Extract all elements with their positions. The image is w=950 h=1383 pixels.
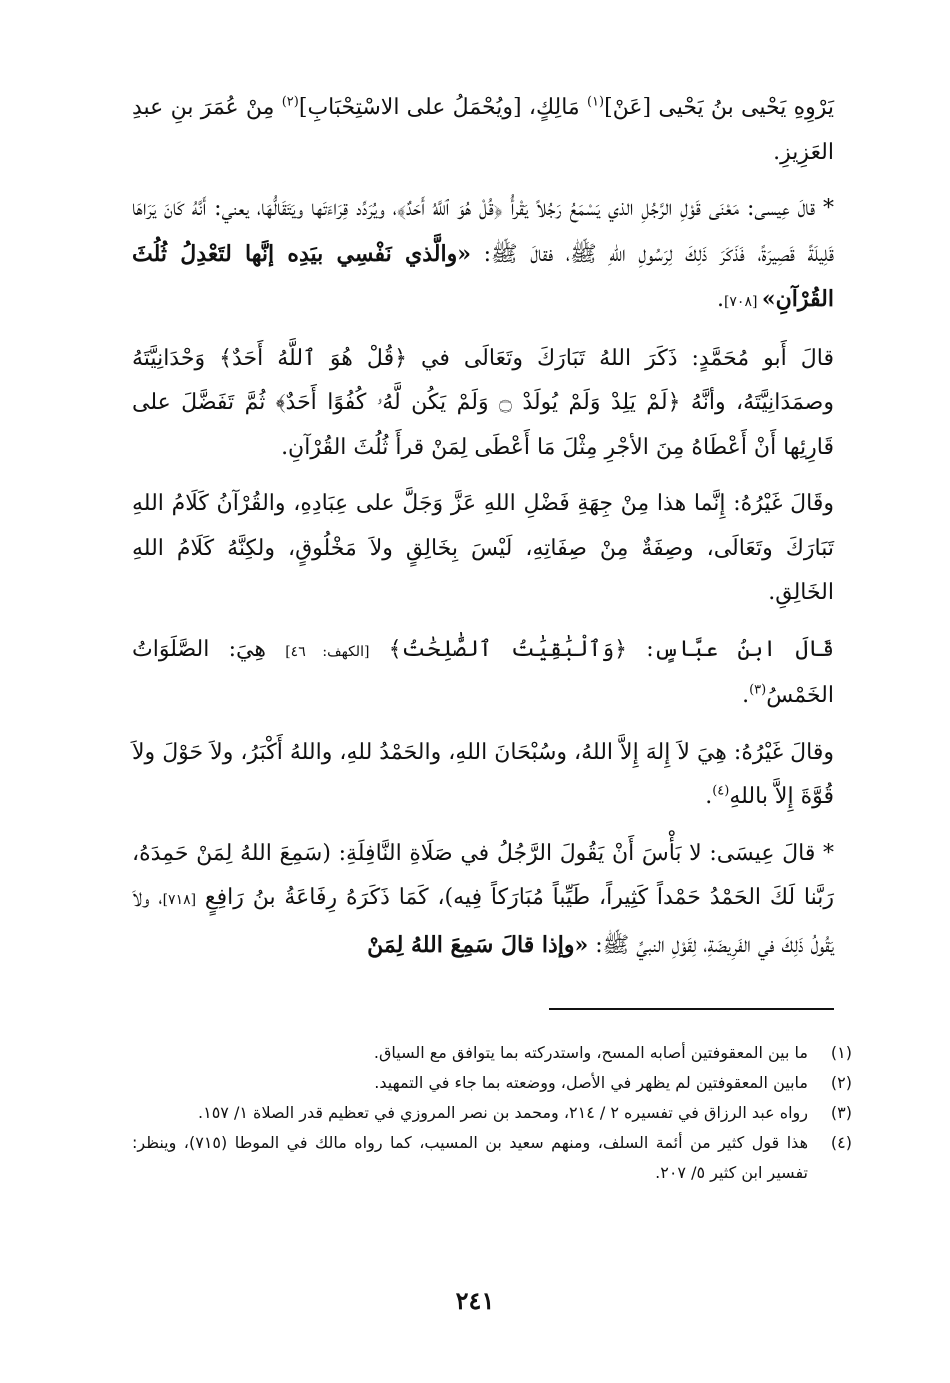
text: ، ولاَ يَقُولُ ذَلِكَ في الفَرِيضَةِ، لِقَوْلِ النبيِّ ﷺ:: [132, 885, 834, 958]
text: .: [716, 287, 724, 312]
footnote-text: ما بين المعقوفتين أصابه المسح، واستدركته بما يتوافق مع السياق.: [373, 1043, 808, 1062]
surah-reference: [الكهف: ٤٦]: [285, 643, 370, 660]
main-text: [132, 86, 834, 968]
paragraph-5: [132, 628, 834, 719]
footnote-2: [132, 1068, 852, 1098]
footnote-marker: (٤): [712, 783, 730, 799]
paragraph-6: [132, 731, 834, 820]
text: وقالَ غَيْرُهُ: هِيَ لاَ إِلهَ إِلاَّ اللهُ، وسُبْحَانَ اللهِ، والحَمْدُ للهِ، واللهُ أَكْبَرُ، ولاَ حَوْلَ ولاَ قُوَّةَ إِلاَّ باللهِ: [132, 739, 834, 809]
footnote-number: (١): [830, 1043, 852, 1062]
footnote-number: (٤): [830, 1133, 852, 1152]
footnote-4: [132, 1128, 852, 1188]
footnote-1: [132, 1038, 852, 1068]
page-number: ٢٤١: [455, 1286, 495, 1315]
text: .: [705, 784, 713, 809]
paragraph-3: قالَ أَبو مُحَمَّدٍ: ذَكَرَ اللهُ تَبَارَكَ وتَعَالَى في ﴿قُلْ هُوَ ٱللَّهُ أَحَدٌ﴾ وَحْدَانِيَّتَهُ وصمَدَانِيَّتَهُ، وأنَّهُ ﴿لَمْ يَلِدْ وَلَمْ يُولَدْ ۝ وَلَمْ يَكُن لَّهُۥ كُفُوًا أَحَدٌ﴾ ثُمَّ تَفَضَّلَ على قَارِئِها أَنْ أَعْطَاهُ مِنَ الأجْرِ مِثْلَ مَا أَعْطَى لِمَنْ قرأَ ثُلُثَ القُرْآنِ.: [132, 345, 834, 460]
footnote-text: مابين المعقوفتين لم يظهر في الأصل، ووضعته بما جاء في التمهيد.: [374, 1073, 808, 1092]
text: * قالَ عِيسى: مَعْنَى قَوْلِ الرَّجُلِ الذي يَسْمَعُ رَجُلاً يَقْرأُ ﴿قُلْ هُوَ ٱللَّهُ أَحَدٌ﴾، ويُرَدِّد قِرَاءَتَها ويَتَقَالُّهَا، يعني: أَنَّهُ كَانَ يَرَاهَا قَلِيلَةً قَصِيرَةً، فَذَكَرَ ذَلِكَ لِرَسُولِ اللهِ ﷺ، فقالَ ﷺ:: [132, 196, 834, 267]
footnote-number: (٣): [830, 1103, 852, 1122]
hadith-reference: [٧٠٨]: [723, 294, 762, 310]
footnote-marker: (٣): [749, 682, 767, 698]
footnote-text: رواه عبد الرزاق في تفسيره ٢ / ٢١٤، ومحمد بن نصر المروزي في تعظيم قدر الصلاة ١/ ١٥٧.: [198, 1103, 808, 1122]
footnote-text: هذا قول كثير من أئمة السلف، ومنهم سعيد بن المسيب، كما رواه مالك في الموطا (٧١٥)، وينظر: تفسير ابن كثير ٥/ ٢٠٧.: [132, 1133, 809, 1182]
text: يَرْوِهِ يَحْيى بنُ يَحْيى [عَنْ]: [604, 95, 835, 120]
footnotes: [132, 1038, 852, 1188]
text: قَالَ ابنُ عبَّاسٍ: ﴿وَٱلْبَٰقِيَٰتُ ٱلصَّٰلِحَٰتُ﴾: [369, 636, 834, 662]
paragraph-7: [132, 832, 834, 969]
hadith-quote: «وإذا قالَ سَمِعَ اللهُ لِمَنْ: [367, 931, 589, 958]
text: هِيَ: الصَّلَوَاتُ الخَمْسُ: [132, 636, 834, 708]
footnote-marker: (٢): [281, 94, 299, 110]
hadith-reference: [٧١٨]: [162, 892, 197, 908]
text: * قالَ عِيسَى: لا بَأْسَ أَنْ يَقُولَ الرَّجُلُ في صَلَاةِ النَّافِلَةِ: (سَمِعَ اللهُ لِمَنْ حَمِدَهُ، رَبَّنا لَكَ الحَمْدُ حَمْداً كَثِيراً، طَيِّباً مُبَارَكاً فِيه)، كَمَا ذَكَرَهُ رِفَاعَةُ بنُ رَافِعٍ: [132, 840, 834, 910]
text: مَالِكٍ، [ويُحْمَلُ على الاسْتِحْبَابِ]: [298, 95, 587, 120]
hadith-quote: «والَّذي نَفْسِي بيَدِه إنَّها لتَعْدِلُ ثُلُثَ القُرْآنِ»: [132, 240, 834, 312]
paragraph-1: [132, 86, 834, 175]
paragraph-4: وقَالَ غَيْرُهُ: إِنَّما هذا مِنْ جِهَةِ فَضْلِ اللهِ عَزَّ وَجَلَّ على عِبَادِهِ، والقُرْآنُ كَلَامُ اللهِ تَبَارَكَ وتَعَالَى، وصِفَةٌ مِنْ صِفَاتِهِ، لَيْسَ بِخَالِقٍ ولاَ مَخْلُوقٍ، ولكِنَّهُ كَلَامُ اللهِ الخَالِقِ.: [132, 491, 834, 605]
footnote-marker: (١): [586, 94, 605, 110]
paragraph-2: [132, 187, 834, 325]
footnote-number: (٢): [830, 1073, 852, 1092]
text: .: [742, 683, 750, 708]
footnote-3: [132, 1098, 852, 1128]
text: مِنْ عُمَرَ بنِ عبدِ العَزِيزِ.: [132, 95, 834, 165]
footnote-separator: [549, 1008, 834, 1010]
